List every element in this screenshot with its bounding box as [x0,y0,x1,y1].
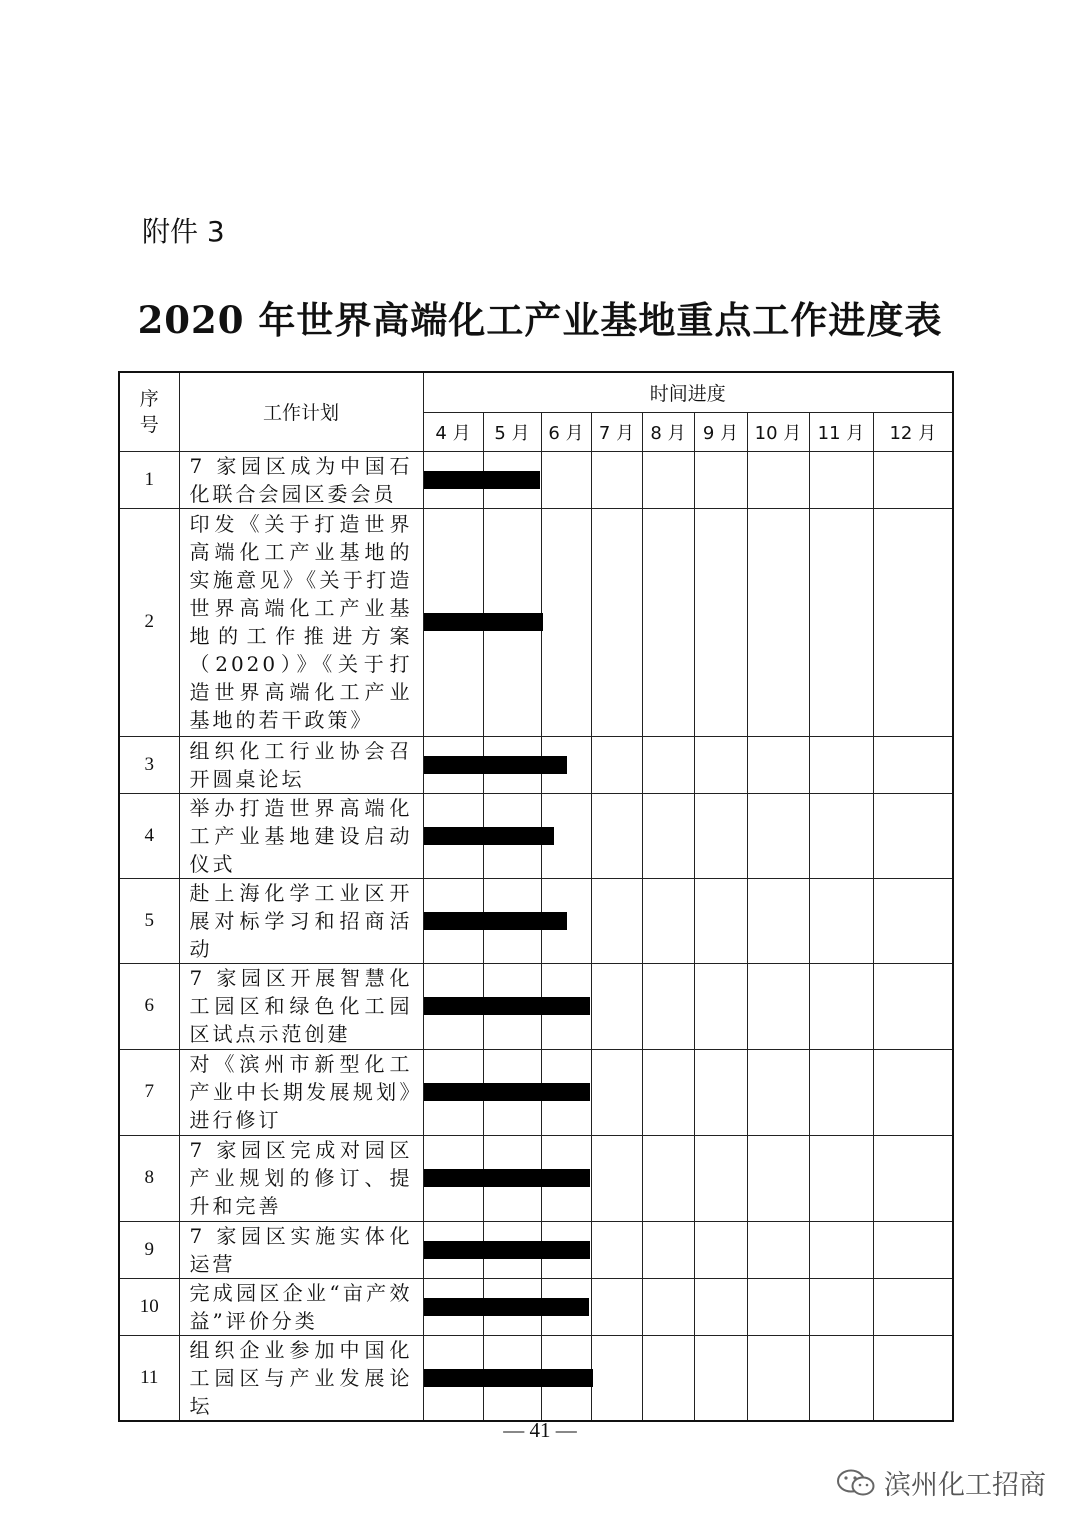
month-cell [809,878,873,963]
progress-bar-segment [484,471,540,489]
month-header: 12 月 [873,412,953,451]
month-cell [591,1049,642,1135]
month-cell [747,451,809,508]
month-cell [642,878,694,963]
row-index: 1 [119,451,179,508]
row-plan: 组织化工行业协会召开圆桌论坛 [179,736,423,793]
progress-bar-segment [424,997,485,1015]
month-header: 10 月 [747,412,809,451]
month-cell [591,736,642,793]
row-plan: 完成园区企业“亩产效益”评价分类 [179,1278,423,1335]
month-cell [694,963,747,1049]
month-cell [873,878,953,963]
month-cell [483,793,541,878]
month-cell [541,508,591,736]
month-cell [541,1335,591,1421]
month-cell [541,793,591,878]
row-plan: 7 家园区完成对园区产业规划的修订、提升和完善 [179,1135,423,1221]
month-cell [483,1335,541,1421]
month-cell [747,736,809,793]
table-row [119,451,953,508]
table-row [119,1049,953,1135]
month-header: 8 月 [642,412,694,451]
document-title: 2020 年世界高端化工产业基地重点工作进度表 [137,298,943,342]
month-cell [423,793,483,878]
row-index: 11 [119,1335,179,1421]
table-row [119,1135,953,1221]
row-plan: 7 家园区实施实体化运营 [179,1221,423,1278]
month-cell [694,1049,747,1135]
month-cell [483,736,541,793]
table-row [119,508,953,736]
month-cell [591,1135,642,1221]
row-index: 7 [119,1049,179,1135]
month-header: 5 月 [483,412,541,451]
month-cell [642,1049,694,1135]
month-cell [642,451,694,508]
progress-bar-segment [542,1169,591,1187]
attachment-label: 附件 3 [142,215,225,248]
month-cell [642,1335,694,1421]
header-plan: 工作计划 [179,372,423,451]
table-row [119,963,953,1049]
month-cell [483,1278,541,1335]
month-cell [873,1335,953,1421]
month-cell [809,508,873,736]
month-header: 9 月 [694,412,747,451]
progress-bar-segment [542,1369,593,1387]
month-cell [423,963,483,1049]
progress-bar-segment [424,1241,485,1259]
month-cell [642,508,694,736]
row-plan: 7 家园区成为中国石化联合会园区委会员 [179,451,423,508]
month-cell [642,793,694,878]
month-cell [747,508,809,736]
month-cell [541,451,591,508]
month-cell [483,451,541,508]
month-cell [642,1135,694,1221]
row-plan: 印发《关于打造世界高端化工产业基地的实施意见》《关于打造世界高端化工产业基地的工作推进方案（2020）》《关于打造世界高端化工产业基地的若干政策》 [179,508,423,736]
progress-table [118,371,954,1422]
month-cell [591,1278,642,1335]
month-cell [591,508,642,736]
month-cell [694,878,747,963]
row-plan: 对《滨州市新型化工产业中长期发展规划》进行修订 [179,1049,423,1135]
month-cell [483,508,541,736]
month-cell [809,1335,873,1421]
progress-bar-segment [424,1169,485,1187]
month-cell [483,1135,541,1221]
month-cell [694,1278,747,1335]
month-cell [694,508,747,736]
month-cell [809,963,873,1049]
month-header: 11 月 [809,412,873,451]
month-cell [809,1278,873,1335]
progress-bar-segment [542,1241,591,1259]
month-cell [809,1221,873,1278]
progress-bar-segment [424,613,485,631]
month-cell [541,1135,591,1221]
progress-bar-segment [484,912,543,930]
row-index: 10 [119,1278,179,1335]
month-cell [423,1221,483,1278]
month-cell [747,878,809,963]
month-cell [642,1221,694,1278]
table-row [119,1335,953,1421]
table-row [119,1278,953,1335]
month-cell [747,793,809,878]
watermark-text: 滨州化工招商 [884,1470,1046,1501]
month-cell [423,736,483,793]
row-index: 4 [119,793,179,878]
month-cell [591,878,642,963]
row-index: 6 [119,963,179,1049]
month-cell [873,963,953,1049]
month-cell [809,1049,873,1135]
header-progress: 时间进度 [423,372,953,412]
month-cell [423,1335,483,1421]
progress-bar-segment [484,1298,543,1316]
row-plan: 7 家园区开展智慧化工园区和绿色化工园区试点示范创建 [179,963,423,1049]
progress-bar-segment [484,1369,543,1387]
month-cell [483,963,541,1049]
month-header: 4 月 [423,412,483,451]
progress-bar-segment [484,1169,543,1187]
progress-bar-segment [542,756,567,774]
month-cell [694,1335,747,1421]
wechat-icon [836,1468,876,1498]
month-cell [873,1221,953,1278]
month-cell [591,793,642,878]
month-cell [483,878,541,963]
watermark [836,1463,1046,1502]
month-cell [747,1049,809,1135]
month-cell [541,1221,591,1278]
month-cell [591,451,642,508]
row-plan: 赴上海化学工业区开展对标学习和招商活动 [179,878,423,963]
month-cell [809,451,873,508]
month-cell [873,1135,953,1221]
month-cell [423,1135,483,1221]
month-cell [873,736,953,793]
progress-bar-segment [484,756,543,774]
month-cell [642,963,694,1049]
table-body [119,451,953,1421]
row-plan: 组织企业参加中国化工园区与产业发展论坛 [179,1335,423,1421]
month-cell [541,963,591,1049]
month-header: 7 月 [591,412,642,451]
progress-bar-segment [484,997,543,1015]
month-cell [591,1221,642,1278]
month-cell [747,1221,809,1278]
month-cell [541,1049,591,1135]
progress-bar-segment [542,912,567,930]
month-header: 6 月 [541,412,591,451]
table-row [119,1221,953,1278]
progress-bar-segment [542,1298,590,1316]
month-cell [483,1221,541,1278]
table-row [119,736,953,793]
month-cell [423,508,483,736]
month-cell [541,878,591,963]
month-cell [423,1278,483,1335]
month-cell [747,963,809,1049]
progress-bar-segment [484,613,543,631]
month-cell [809,1135,873,1221]
month-cell [873,1278,953,1335]
month-cell [809,793,873,878]
month-cell [873,793,953,878]
header-index: 序号 [119,372,179,451]
month-cell [873,1049,953,1135]
month-cell [873,508,953,736]
progress-bar-segment [424,756,485,774]
row-index: 3 [119,736,179,793]
month-cell [591,963,642,1049]
progress-bar-segment [542,997,591,1015]
progress-bar-segment [484,827,543,845]
month-cell [694,793,747,878]
month-cell [873,451,953,508]
progress-bar-segment [484,1083,543,1101]
month-cell [694,1221,747,1278]
month-cell [642,736,694,793]
month-cell [423,1049,483,1135]
month-cell [747,1335,809,1421]
month-cell [809,736,873,793]
month-cell [591,1335,642,1421]
progress-bar-segment [424,912,485,930]
row-plan: 举办打造世界高端化工产业基地建设启动仪式 [179,793,423,878]
progress-bar-segment [542,1083,591,1101]
progress-bar-segment [424,1298,485,1316]
row-index: 5 [119,878,179,963]
month-cell [423,451,483,508]
month-cell [541,1278,591,1335]
progress-bar-segment [424,471,485,489]
month-cell [541,736,591,793]
month-cell [694,451,747,508]
row-index: 2 [119,508,179,736]
progress-bar-segment [424,1369,485,1387]
month-cell [694,736,747,793]
month-cell [747,1135,809,1221]
page-number: — 41 — [503,1418,577,1442]
table-row [119,878,953,963]
row-index: 9 [119,1221,179,1278]
progress-bar-segment [542,827,555,845]
month-cell [642,1278,694,1335]
row-index: 8 [119,1135,179,1221]
progress-bar-segment [424,827,485,845]
month-cell [747,1278,809,1335]
month-cell [483,1049,541,1135]
month-cell [694,1135,747,1221]
progress-bar-segment [424,1083,485,1101]
table-row [119,793,953,878]
month-cell [423,878,483,963]
progress-bar-segment [484,1241,543,1259]
